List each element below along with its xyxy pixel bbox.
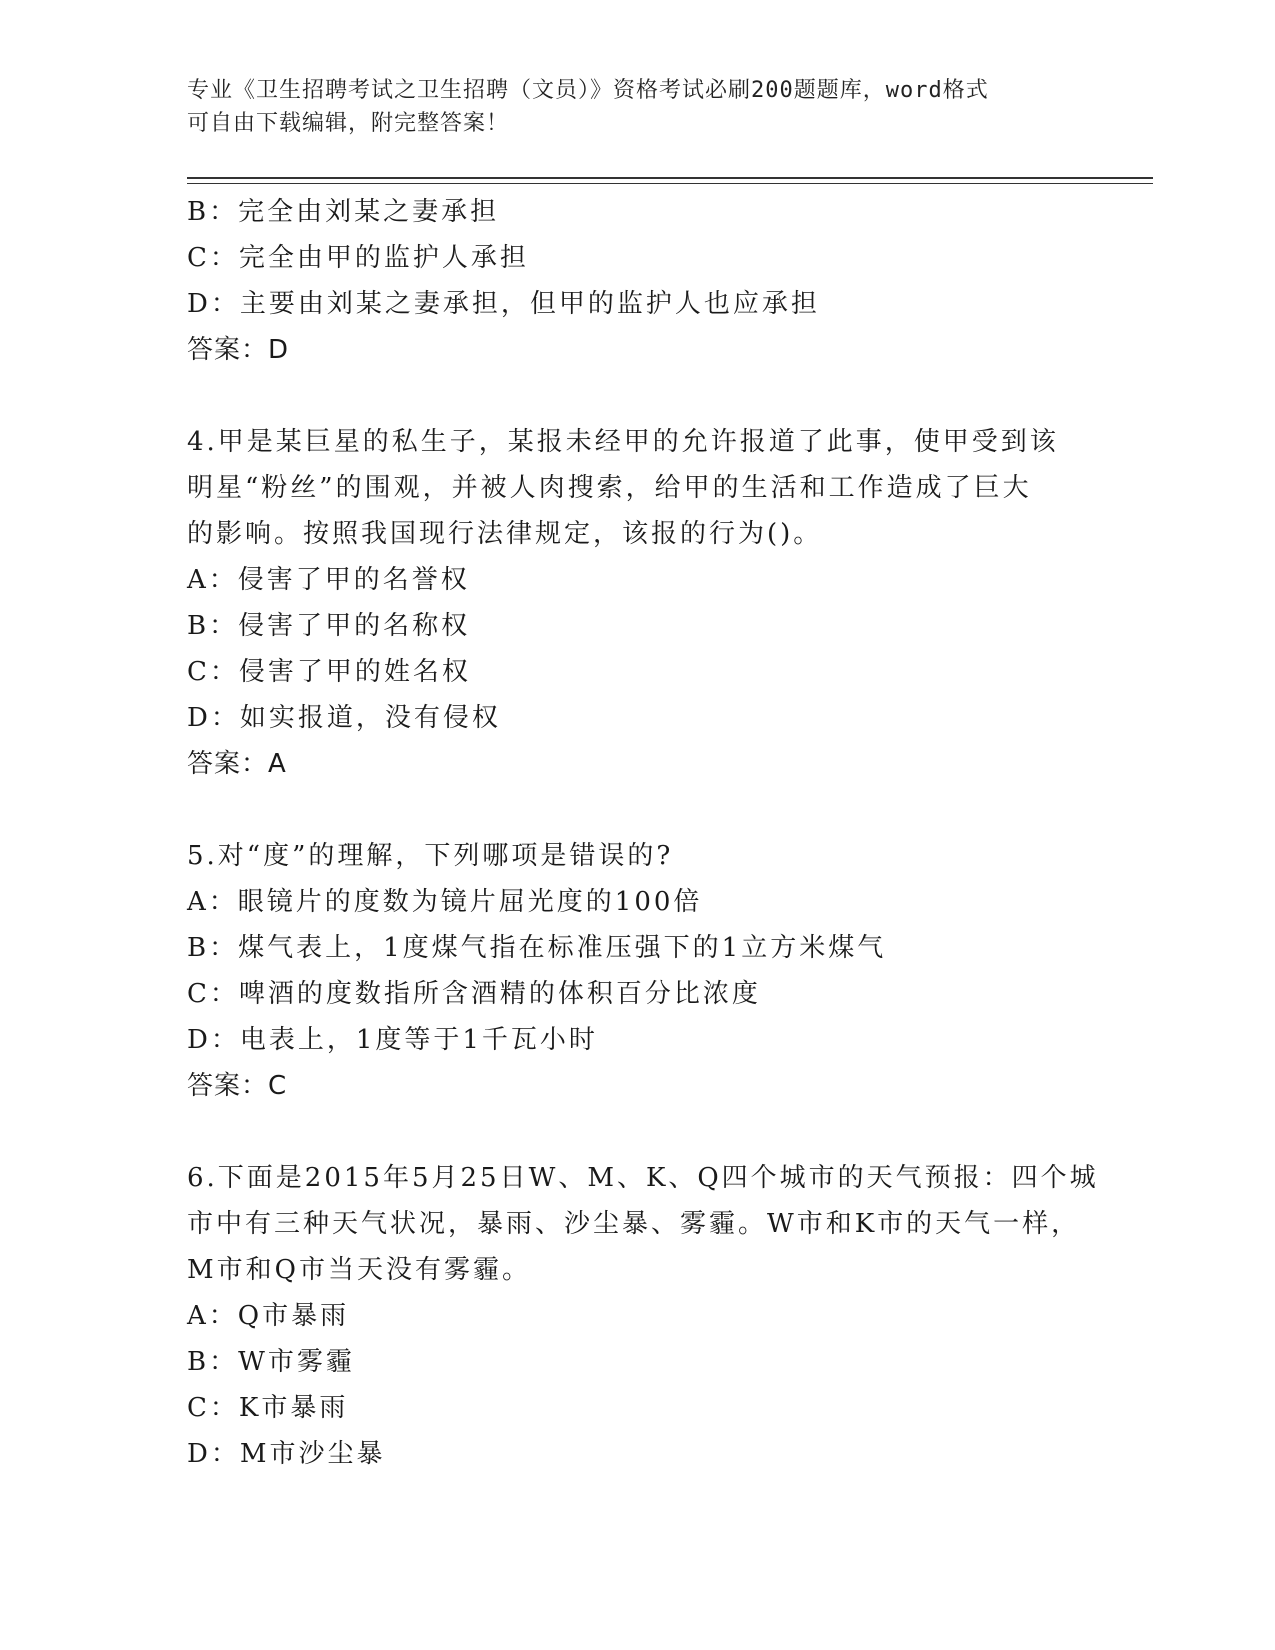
spacer (187, 1109, 1087, 1155)
q6-stem-line-2: 市中有三种天气状况，暴雨、沙尘暴、雾霾。W市和K市的天气一样， (187, 1209, 1081, 1239)
question-6-block (187, 1155, 1099, 1477)
q4-option-c: C：侵害了甲的姓名权 (187, 657, 471, 687)
q3-option-c: C：完全由甲的监护人承担 (187, 243, 529, 273)
q3-answer: 答案：D (187, 335, 290, 365)
q4-option-d: D：如实报道，没有侵权 (187, 703, 501, 733)
q5-option-c: C：啤酒的度数指所含酒精的体积百分比浓度 (187, 979, 761, 1009)
q3-option-d: D：主要由刘某之妻承担，但甲的监护人也应承担 (187, 289, 820, 319)
header-line-1: 专业《卫生招聘考试之卫生招聘（文员）》资格考试必刷200题题库，word格式 (187, 78, 989, 103)
q4-stem-line-1: 4.甲是某巨星的私生子，某报未经甲的允许报道了此事，使甲受到该 (187, 427, 1059, 457)
q5-option-d: D：电表上，1度等于1千瓦小时 (187, 1025, 598, 1055)
q5-answer: 答案：C (187, 1071, 288, 1101)
q6-stem-line-1: 6.下面是2015年5月25日W、M、K、Q四个城市的天气预报：四个城 (187, 1163, 1099, 1193)
spacer (187, 373, 1087, 419)
q6-option-d: D：M市沙尘暴 (187, 1439, 386, 1469)
q4-option-b: B：侵害了甲的名称权 (187, 611, 471, 641)
question-3-block (187, 189, 1087, 373)
document-body (187, 189, 1099, 1477)
q6-option-b: B：W市雾霾 (187, 1347, 355, 1377)
question-5-block (187, 833, 1087, 1109)
question-4-block (187, 419, 1087, 787)
q4-answer: 答案：A (187, 749, 287, 779)
q5-option-a: A：眼镜片的度数为镜片屈光度的100倍 (187, 887, 703, 917)
q6-option-c: C：K市暴雨 (187, 1393, 349, 1423)
q5-stem-line-1: 5.对“度”的理解，下列哪项是错误的? (187, 841, 674, 871)
q3-option-b: B：完全由刘某之妻承担 (187, 197, 500, 227)
document-header (187, 74, 1087, 140)
q4-stem-line-2: 明星“粉丝”的围观，并被人肉搜索，给甲的生活和工作造成了巨大 (187, 473, 1032, 503)
q6-stem-line-3: M市和Q市当天没有雾霾。 (187, 1255, 531, 1285)
header-divider-thick (187, 177, 1153, 179)
header-divider-thin (187, 183, 1153, 184)
q6-option-a: A：Q市暴雨 (187, 1301, 350, 1331)
q4-option-a: A：侵害了甲的名誉权 (187, 565, 470, 595)
q5-option-b: B：煤气表上，1度煤气指在标准压强下的1立方米煤气 (187, 933, 887, 963)
spacer (187, 787, 1087, 833)
header-line-2: 可自由下载编辑，附完整答案！ (187, 111, 510, 136)
q4-stem-line-3: 的影响。按照我国现行法律规定，该报的行为()。 (187, 519, 823, 549)
